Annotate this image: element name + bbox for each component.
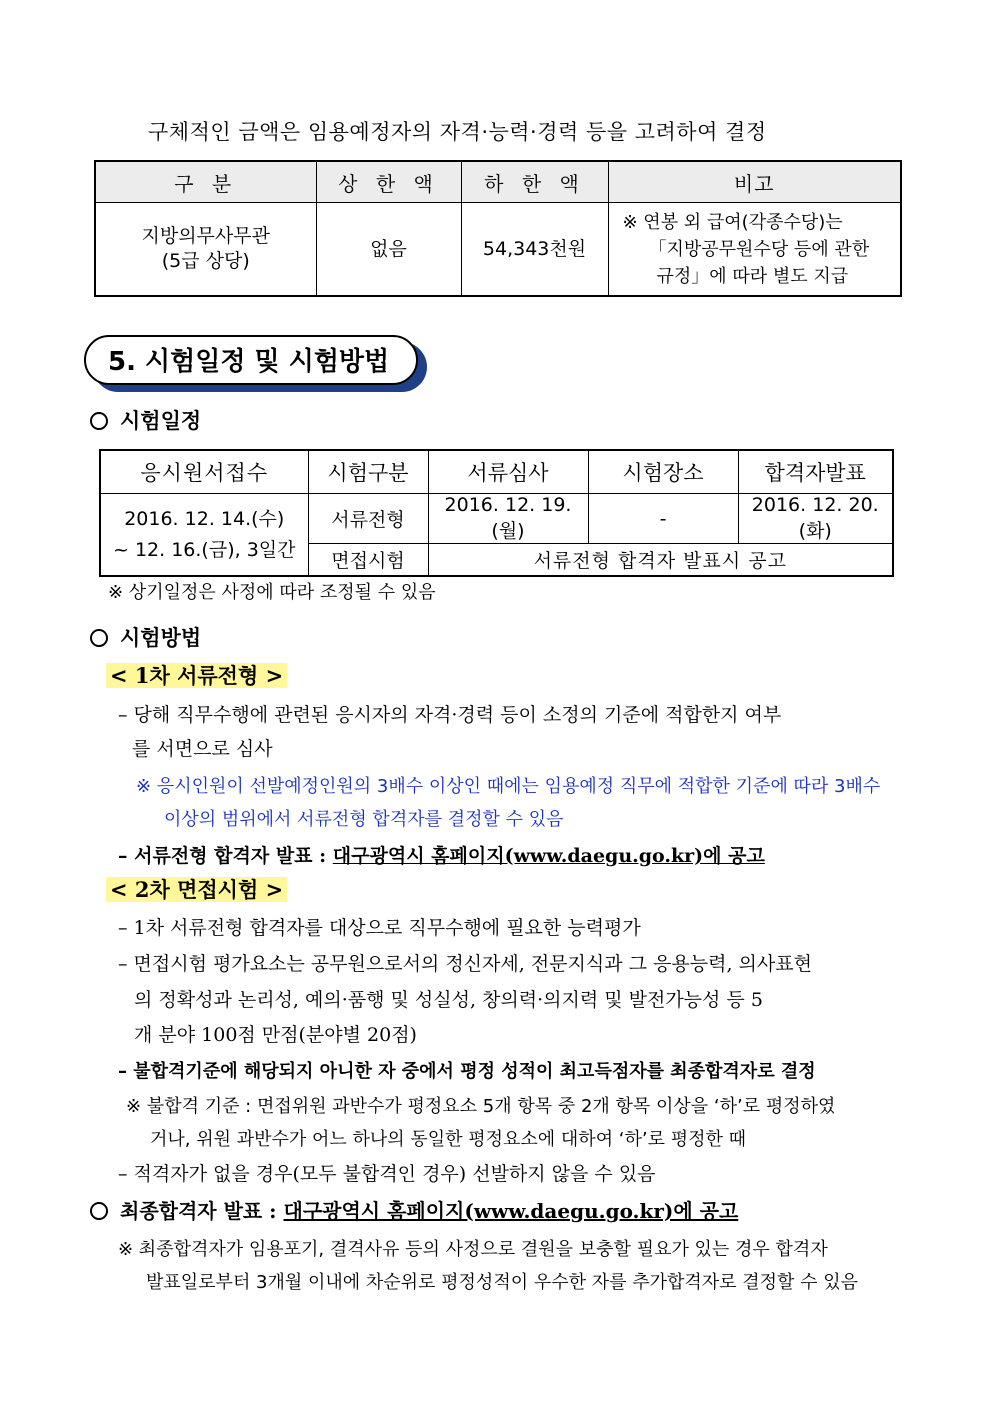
upper-cell: 없음 bbox=[316, 203, 461, 297]
position-name: 지방의무사무관 bbox=[141, 225, 270, 247]
pay-table-header bbox=[95, 161, 901, 203]
schedule-heading-text: 시험일정 bbox=[120, 408, 202, 433]
receipt-start: 2016. 12. 14.(수) bbox=[124, 507, 285, 530]
stage1-announcement bbox=[118, 841, 765, 868]
note-line: 규정」에 따라 별도 지급 bbox=[656, 265, 849, 287]
header-exam-place: 시험장소 bbox=[588, 450, 738, 494]
circle-bullet-icon bbox=[90, 412, 108, 430]
lower-cell: 54,343천원 bbox=[461, 203, 608, 297]
header-category: 구 분 bbox=[95, 161, 316, 203]
stage2-item2-line1: – 면접시험 평가요소는 공무원으로서의 정신자세, 전문지식과 그 응용능력, 의사표현 bbox=[118, 953, 812, 975]
stage2-item3: – 불합격기준에 해당되지 아니한 자 중에서 평정 성적이 최고득점자를 최종합격자로 결정 bbox=[118, 1061, 816, 1082]
exam-place-cell: - bbox=[588, 494, 738, 544]
table-row bbox=[95, 203, 901, 297]
note-line: ※ 연봉 외 급여(각종수당)는 bbox=[622, 211, 843, 233]
stage2-item4: – 적격자가 없을 경우(모두 불합격인 경우) 선발하지 않을 수 있음 bbox=[118, 1163, 656, 1185]
schedule-header-row bbox=[100, 450, 893, 494]
header-document-review: 서류심사 bbox=[428, 450, 588, 494]
header-lower: 하 한 액 bbox=[461, 161, 608, 203]
interview-note-cell: 서류전형 합격자 발표시 공고 bbox=[428, 544, 893, 577]
stage1-item1-line2: 를 서면으로 심사 bbox=[132, 738, 273, 760]
stage2-item2-line3: 개 분야 100점 만점(분야별 20점) bbox=[134, 1024, 417, 1046]
stage1-label: < 1차 서류전형 > bbox=[106, 663, 287, 688]
position-grade: (5급 상당) bbox=[161, 250, 250, 272]
stage1-note-line2: 이상의 범위에서 서류전형 합격자를 결정할 수 있음 bbox=[164, 809, 564, 830]
schedule-heading bbox=[90, 405, 201, 435]
circle-bullet-icon bbox=[90, 629, 108, 647]
stage2-label-wrap bbox=[106, 874, 287, 904]
exam-type-cell: 면접시험 bbox=[308, 544, 428, 577]
header-announcement: 합격자발표 bbox=[738, 450, 893, 494]
final-note-line2: 발표일로부터 3개월 이내에 차순위로 평정성적이 우수한 자를 추가합격자로 결정할 수 있음 bbox=[146, 1272, 859, 1293]
section-title: 5. 시험일정 및 시험방법 bbox=[84, 335, 418, 385]
stage2-label: < 2차 면접시험 > bbox=[106, 877, 287, 902]
method-heading-text: 시험방법 bbox=[120, 625, 202, 650]
stage1-announce-prefix: – 서류전형 합격자 발표 : bbox=[118, 845, 333, 867]
stage2-item2-line2: 의 정확성과 논리성, 예의·품행 및 성실성, 창의력·의지력 및 발전가능성 등 5 bbox=[134, 989, 763, 1011]
stage2-note-line1: ※ 불합격 기준 : 면접위원 과반수가 평정요소 5개 항목 중 2개 항목 이상을 ‘하’로 평정하였 bbox=[126, 1096, 836, 1117]
final-link[interactable]: 대구광역시 홈페이지(www.daegu.go.kr)에 공고 bbox=[283, 1199, 739, 1223]
header-note: 비고 bbox=[608, 161, 901, 203]
note-line: 「지방공무원수당 등에 관한 bbox=[648, 238, 870, 260]
circle-bullet-icon bbox=[90, 1202, 108, 1220]
stage1-item1-line1: – 당해 직무수행에 관련된 응시자의 자격·경력 등이 소정의 기준에 적합한지 여부 bbox=[118, 704, 782, 726]
stage2-note-line2: 거나, 위원 과반수가 어느 하나의 동일한 평정요소에 대하여 ‘하’로 평정한 때 bbox=[150, 1129, 747, 1150]
pay-table bbox=[94, 160, 902, 297]
method-heading bbox=[90, 622, 201, 652]
final-announcement bbox=[90, 1195, 738, 1224]
intro-text: 구체적인 금액은 임용예정자의 자격·능력·경력 등을 고려하여 결정 bbox=[148, 120, 767, 144]
final-prefix: 최종합격자 발표 : bbox=[120, 1199, 284, 1223]
stage1-label-wrap bbox=[106, 660, 287, 690]
header-upper: 상 한 액 bbox=[316, 161, 461, 203]
header-exam-type: 시험구분 bbox=[308, 450, 428, 494]
exam-type-cell: 서류전형 bbox=[308, 494, 428, 544]
final-note-line1: ※ 최종합격자가 임용포기, 결격사유 등의 사정으로 결원을 보충할 필요가 있는 경우 합격자 bbox=[118, 1239, 828, 1260]
position-cell bbox=[95, 203, 316, 297]
header-receipt: 응시원서접수 bbox=[100, 450, 308, 494]
schedule-note: ※ 상기일정은 사정에 따라 조정될 수 있음 bbox=[108, 582, 436, 603]
stage2-item1: – 1차 서류전형 합격자를 대상으로 직무수행에 필요한 능력평가 bbox=[118, 917, 641, 939]
review-date-cell: 2016. 12. 19.(월) bbox=[428, 494, 588, 544]
table-row bbox=[100, 494, 893, 544]
schedule-table bbox=[99, 449, 894, 577]
receipt-period-cell bbox=[100, 494, 308, 577]
note-cell bbox=[608, 203, 901, 297]
receipt-end: ~ 12. 16.(금), 3일간 bbox=[113, 538, 296, 561]
announce-date-cell: 2016. 12. 20.(화) bbox=[738, 494, 893, 544]
stage1-announce-link[interactable]: 대구광역시 홈페이지(www.daegu.go.kr)에 공고 bbox=[332, 845, 765, 867]
stage1-note-line1: ※ 응시인원이 선발예정인원의 3배수 이상인 때에는 임용예정 직무에 적합한 기준에 따라 3배수 bbox=[136, 776, 881, 797]
